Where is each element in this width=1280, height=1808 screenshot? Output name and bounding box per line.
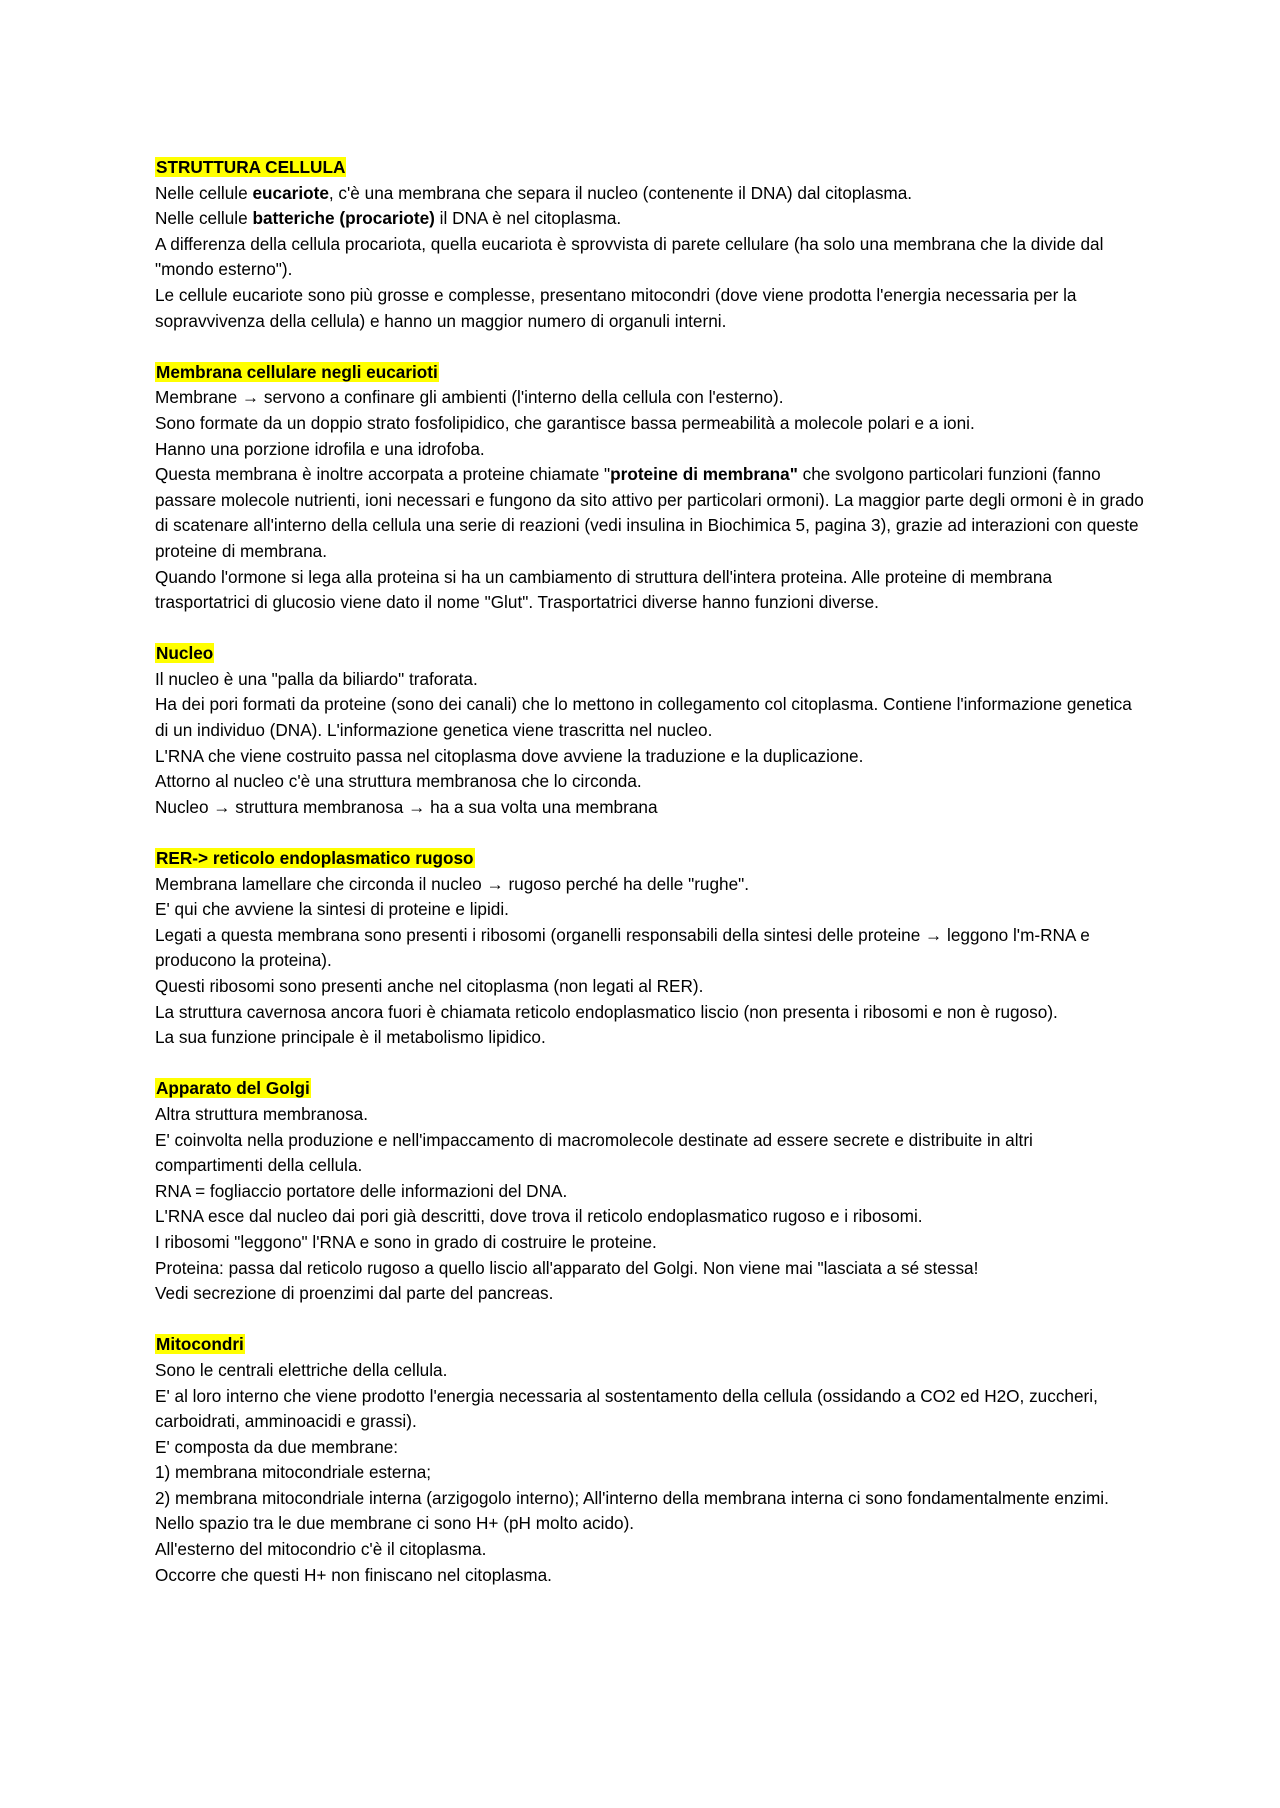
text-run: Sono le centrali elettriche della cellula. [155,1359,448,1380]
text-run: 1) membrana mitocondriale esterna; [155,1462,432,1483]
section-heading-line [155,846,1145,872]
paragraph [155,667,1145,693]
text-run: A differenza della cellula procariota, quella eucariota è sprovvista di parete cellulare (ha solo una membrana che la divide dal "mondo esterno"). [155,233,1104,280]
text-run: Membrana lamellare che circonda il nucleo → rugoso perché ha delle "rughe". [155,873,750,894]
bold-text: eucariote [252,182,329,203]
paragraph [155,411,1145,437]
section-heading: Apparato del Golgi [156,1078,310,1099]
text-run: Il nucleo è una "palla da biliardo" traforata. [155,668,478,689]
text-run: E' al loro interno che viene prodotto l'energia necessaria al sostentamento della cellula (ossidando a CO2 ed H2O, zuccheri, carboidrati, amminoacidi e grassi). [155,1385,1098,1432]
paragraph [155,462,1145,564]
text-run: 2) membrana mitocondriale interna (arzigogolo interno); All'interno della membrana interna ci sono fondamentalmente enzimi. [155,1487,1109,1508]
text-run: Nello spazio tra le due membrane ci sono H+ (pH molto acido). [155,1513,635,1534]
section [155,641,1145,820]
text-run: Quando l'ormone si lega alla proteina si ha un cambiamento di struttura dell'intera proteina. Alle proteine di membrana trasportatrici di glucosio viene dato il nome "Glut". Trasportatrici diverse hanno funzioni diverse. [155,566,1053,613]
paragraph [155,1256,1145,1282]
document-page [155,155,1145,1614]
text-run: I ribosomi "leggono" l'RNA e sono in grado di costruire le proteine. [155,1231,657,1252]
paragraph [155,1000,1145,1026]
text-run: Altra struttura membranosa. [155,1103,369,1124]
paragraph [155,974,1145,1000]
text-run: Legati a questa membrana sono presenti i ribosomi (organelli responsabili della sintesi delle proteine → leggono l'm-RNA e producono la proteina). [155,924,1090,971]
text-run: L'RNA esce dal nucleo dai pori già descritti, dove trova il reticolo endoplasmatico rugoso e i ribosomi. [155,1206,923,1227]
paragraph [155,385,1145,411]
paragraph [155,795,1145,821]
section [155,846,1145,1051]
text-run: E' composta da due membrane: [155,1436,399,1457]
text-run: che svolgono particolari funzioni (fanno passare molecole nutrienti, ioni necessari e fungono da sito attivo per particolari ormoni). La maggior parte degli ormoni è in grado di scatenare all'interno della cellula una serie di reazioni (vedi insulina in Biochimica 5, pagina 3), grazie ad interazioni con queste proteine di membrana. [155,464,1144,561]
paragraph [155,1486,1145,1512]
section [155,360,1145,616]
text-run: E' qui che avviene la sintesi di proteine e lipidi. [155,899,509,920]
paragraph [155,1025,1145,1051]
text-run: La sua funzione principale è il metabolismo lipidico. [155,1027,546,1048]
section-heading-line [155,641,1145,667]
text-run: Sono formate da un doppio strato fosfolipidico, che garantisce bassa permeabilità a molecole polari e a ioni. [155,412,975,433]
paragraph [155,897,1145,923]
paragraph [155,232,1145,283]
paragraph [155,1460,1145,1486]
paragraph [155,206,1145,232]
paragraph [155,437,1145,463]
section-heading: STRUTTURA CELLULA [156,157,346,177]
text-run: Attorno al nucleo c'è una struttura membranosa che lo circonda. [155,771,642,792]
paragraph [155,1281,1145,1307]
paragraph [155,1204,1145,1230]
section-heading: Membrana cellulare negli eucarioti [156,361,438,382]
paragraph [155,1230,1145,1256]
text-run: Questi ribosomi sono presenti anche nel citoplasma (non legati al RER). [155,976,704,996]
paragraph [155,872,1145,898]
paragraph [155,1102,1145,1128]
text-run: RNA = fogliaccio portatore delle informazioni del DNA. [155,1180,568,1201]
paragraph [155,1179,1145,1205]
section [155,1076,1145,1306]
section-heading-line [155,155,1145,181]
paragraph [155,1128,1145,1179]
text-run: Vedi secrezione di proenzimi dal parte del pancreas. [155,1283,554,1304]
text-run: L'RNA che viene costruito passa nel citoplasma dove avviene la traduzione e la duplicazione. [155,745,864,766]
section-heading: RER-> reticolo endoplasmatico rugoso [156,848,474,869]
text-run: La struttura cavernosa ancora fuori è chiamata reticolo endoplasmatico liscio (non presenta i ribosomi e non è rugoso). [155,1001,1058,1022]
paragraph [155,283,1145,334]
section-heading-line [155,360,1145,386]
text-run: Ha dei pori formati da proteine (sono dei canali) che lo mettono in collegamento col citoplasma. Contiene l'informazione genetica di un individuo (DNA). L'informazione genetica viene trascritta nel nucleo. [155,694,1132,741]
text-run: All'esterno del mitocondrio c'è il citoplasma. [155,1539,487,1560]
paragraph [155,769,1145,795]
text-run: Nucleo → struttura membranosa → ha a sua volta una membrana [155,796,658,817]
paragraph [155,565,1145,616]
text-run: Nelle cellule [155,182,253,203]
text-run: , c'è una membrana che separa il nucleo (contenente il DNA) dal citoplasma. [328,182,913,203]
paragraph [155,923,1145,974]
section [155,1332,1145,1588]
paragraph [155,744,1145,770]
bold-text: proteine di membrana" [610,464,798,485]
text-run: Membrane → servono a confinare gli ambienti (l'interno della cellula con l'esterno). [155,387,784,408]
text-run: Nelle cellule [155,208,253,229]
text-run: E' coinvolta nella produzione e nell'impaccamento di macromolecole destinate ad essere secrete e distribuite in altri compartimenti della cellula. [155,1129,1033,1176]
text-run: Le cellule eucariote sono più grosse e complesse, presentano mitocondri (dove viene prodotta l'energia necessaria per la sopravvivenza della cellula) e hanno un maggior numero di organuli interni. [155,284,1077,331]
text-run: Questa membrana è inoltre accorpata a proteine chiamate " [155,464,611,485]
paragraph [155,1358,1145,1384]
paragraph [155,1537,1145,1563]
section-heading-line [155,1076,1145,1102]
paragraph [155,1563,1145,1589]
paragraph [155,692,1145,743]
section [155,155,1145,334]
text-run: il DNA è nel citoplasma. [434,208,622,229]
section-heading-line [155,1332,1145,1358]
bold-text: batteriche (procariote) [252,208,435,229]
text-run: Hanno una porzione idrofila e una idrofoba. [155,438,485,459]
paragraph [155,1511,1145,1537]
text-run: Proteina: passa dal reticolo rugoso a quello liscio all'apparato del Golgi. Non viene mai "lasciata a sé stessa! [155,1257,979,1278]
paragraph [155,1384,1145,1435]
paragraph [155,1435,1145,1461]
section-heading: Nucleo [156,643,214,664]
text-run: Occorre che questi H+ non finiscano nel citoplasma. [155,1564,552,1585]
paragraph [155,181,1145,207]
section-heading: Mitocondri [156,1334,244,1355]
